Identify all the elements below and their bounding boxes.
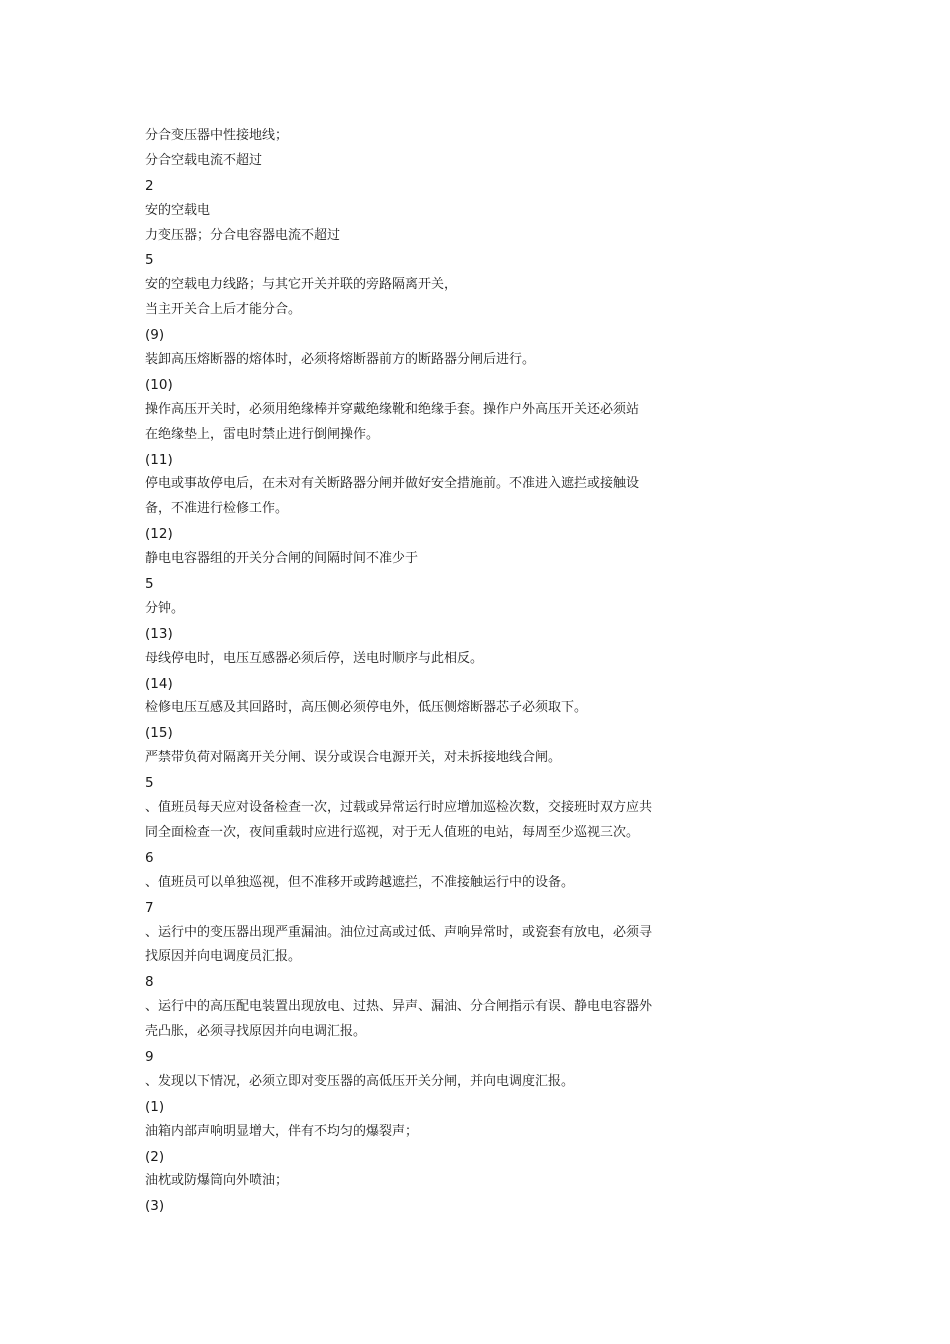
- text-line: 严禁带负荷对隔离开关分闸、误分或误合电源开关，对未拆接地线合闸。: [145, 750, 562, 766]
- text-line: (3): [145, 1198, 165, 1215]
- text-line: 装卸高压熔断器的熔体时，必须将熔断器前方的断路器分闸后进行。: [145, 352, 536, 368]
- text-line: (11): [145, 451, 173, 468]
- text-line: (10): [145, 376, 173, 393]
- text-line: 分合变压器中性接地线；: [145, 128, 289, 143]
- document-body: [145, 124, 725, 1219]
- text-line: 、值班员每天应对设备检查一次，过载或异常运行时应增加巡检次数，交接班时双方应共: [145, 800, 653, 816]
- text-line: (15): [145, 725, 173, 742]
- text-line: 母线停电时，电压互感器必须后停，送电时顺序与此相反。: [145, 650, 484, 666]
- text-line: 在绝缘垫上，雷电时禁止进行倒闸操作。: [145, 426, 380, 442]
- text-line: 安的空载电力线路；与其它开关并联的旁路隔离开关，: [145, 277, 458, 293]
- text-line: (1): [145, 1098, 165, 1115]
- text-line: 检修电压互感及其回路时，高压侧必须停电外，低压侧熔断器芯子必须取下。: [145, 700, 588, 716]
- text-line: 5: [145, 576, 154, 593]
- text-line: (14): [145, 675, 173, 692]
- text-line: 分钟。: [145, 600, 185, 616]
- text-line: 8: [145, 974, 154, 991]
- text-line: 6: [145, 849, 154, 866]
- text-line: 、发现以下情况，必须立即对变压器的高低压开关分闸，并向电调度汇报。: [145, 1073, 575, 1089]
- text-line: 7: [145, 899, 154, 916]
- text-line: 油箱内部声响明显增大，伴有不均匀的爆裂声；: [145, 1123, 419, 1139]
- text-line: 5: [145, 252, 154, 269]
- text-line: (9): [145, 327, 165, 344]
- text-line: 壳凸胀，必须寻找原因并向电调汇报。: [145, 1024, 367, 1040]
- text-line: (13): [145, 625, 173, 642]
- text-line: 分合空载电流不超过: [145, 152, 263, 168]
- text-line: 当主开关合上后才能分合。: [145, 302, 302, 318]
- text-line: (2): [145, 1148, 165, 1165]
- text-line: 备，不准进行检修工作。: [145, 501, 289, 517]
- text-line: 同全面检查一次，夜间重载时应进行巡视，对于无人值班的电站，每周至少巡视三次。: [145, 824, 640, 840]
- text-line: 操作高压开关时，必须用绝缘棒并穿戴绝缘靴和绝缘手套。操作户外高压开关还必须站: [145, 401, 640, 417]
- text-line: 停电或事故停电后，在未对有关断路器分闸并做好安全措施前。不准进入遮拦或接触设: [145, 476, 640, 492]
- text-line: 、运行中的高压配电装置出现放电、过热、异声、漏油、分合闸指示有误、静电电容器外: [145, 999, 653, 1015]
- text-line: 5: [145, 775, 154, 792]
- text-line: (12): [145, 526, 173, 543]
- text-line: 找原因并向电调度员汇报。: [145, 949, 302, 965]
- text-line: 油枕或防爆筒向外喷油；: [145, 1173, 289, 1189]
- text-line: 2: [145, 177, 154, 194]
- text-line: 、值班员可以单独巡视，但不准移开或跨越遮拦，不准接触运行中的设备。: [145, 874, 575, 890]
- text-line: 、运行中的变压器出现严重漏油。油位过高或过低、声响异常时，或瓷套有放电，必须寻: [145, 924, 653, 940]
- text-line: 9: [145, 1048, 154, 1065]
- text-line: 静电电容器组的开关分合闸的间隔时间不准少于: [145, 551, 419, 567]
- text-line: 力变压器；分合电容器电流不超过: [145, 227, 341, 243]
- text-line: 安的空载电: [145, 202, 211, 218]
